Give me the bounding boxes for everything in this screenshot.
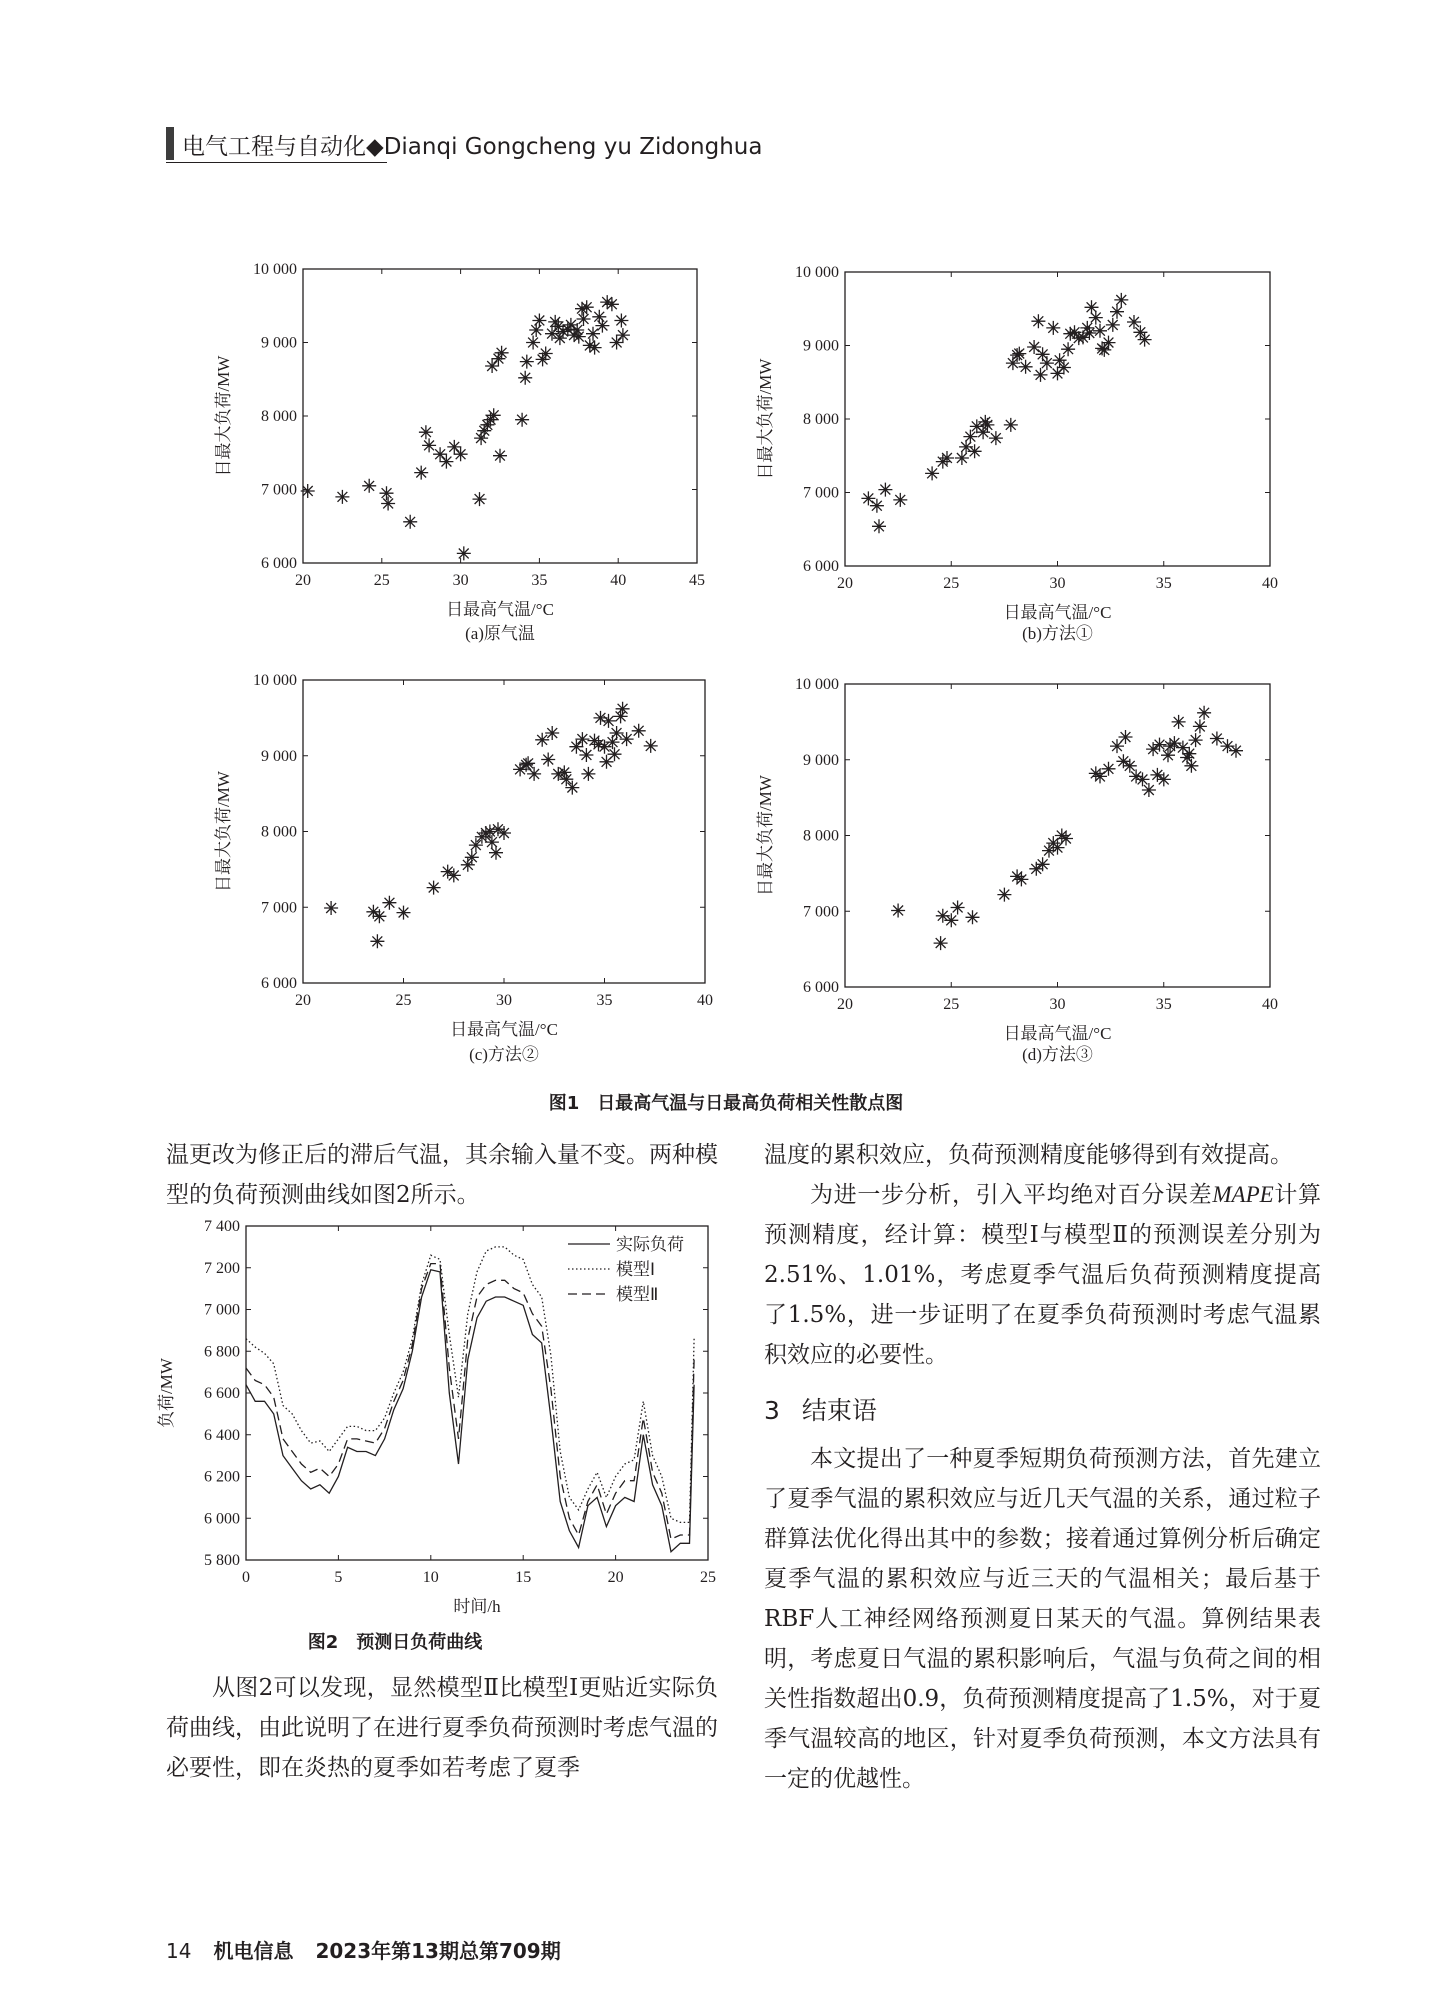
scatter-point bbox=[454, 447, 468, 461]
x-tick-label: 20 bbox=[837, 575, 853, 592]
x-tick-label: 0 bbox=[242, 1569, 250, 1586]
x-axis-label: 日最高气温/°C bbox=[1003, 603, 1112, 622]
x-tick-label: 25 bbox=[943, 996, 960, 1013]
y-tick-label: 7 000 bbox=[261, 481, 297, 499]
y-tick-label: 6 000 bbox=[803, 558, 839, 575]
x-tick-label: 30 bbox=[1049, 575, 1066, 592]
scatter-point bbox=[966, 910, 980, 924]
legend-label: 模型Ⅰ bbox=[616, 1260, 656, 1279]
scatter-point bbox=[414, 466, 428, 480]
y-tick-label: 7 400 bbox=[204, 1218, 240, 1235]
scatter-point bbox=[951, 901, 965, 915]
page-footer bbox=[166, 1935, 561, 1964]
paragraph-text: 为进一步分析，引入平均绝对百分误差 bbox=[810, 1182, 1213, 1208]
panel-caption: (c)方法② bbox=[469, 1045, 539, 1064]
scatter-point bbox=[1036, 857, 1050, 871]
x-tick-label: 30 bbox=[452, 572, 469, 589]
scatter-point bbox=[989, 431, 1003, 445]
scatter-point bbox=[955, 451, 969, 465]
scatter-point bbox=[381, 497, 395, 511]
scatter-point bbox=[535, 733, 549, 747]
scatter-point bbox=[489, 846, 503, 860]
scatter-point bbox=[335, 490, 349, 504]
x-tick-label: 30 bbox=[496, 992, 512, 1009]
scatter-point bbox=[1138, 333, 1152, 347]
paragraph bbox=[764, 1175, 1321, 1375]
scatter-point bbox=[1106, 318, 1120, 332]
x-tick-label: 45 bbox=[689, 572, 705, 589]
scatter-point bbox=[1097, 343, 1111, 357]
mape-term: MAPE bbox=[1212, 1182, 1274, 1207]
y-tick-label: 10 000 bbox=[253, 672, 297, 689]
x-tick-label: 10 bbox=[422, 1569, 439, 1586]
scatter-point bbox=[581, 767, 595, 781]
y-tick-label: 6 400 bbox=[204, 1426, 240, 1444]
scatter-point bbox=[980, 418, 994, 432]
figure1-caption: 图1 日最高气温与日最高负荷相关性散点图 bbox=[548, 1093, 904, 1114]
section-title: 结束语 bbox=[801, 1396, 877, 1425]
panel-caption: (b)方法① bbox=[1022, 624, 1093, 643]
y-tick-label: 6 000 bbox=[261, 555, 297, 572]
left-column-bottom bbox=[166, 1668, 718, 1788]
scatter-point bbox=[495, 346, 509, 360]
scatter-point bbox=[1061, 342, 1075, 356]
scatter-point bbox=[588, 341, 602, 355]
y-tick-label: 5 800 bbox=[204, 1552, 240, 1569]
scatter-point bbox=[605, 297, 619, 311]
scatter-point bbox=[944, 913, 958, 927]
y-tick-label: 6 800 bbox=[204, 1343, 240, 1361]
scatter-point bbox=[1210, 732, 1224, 746]
scatter-point bbox=[878, 483, 892, 497]
y-axis-label: 日最大负荷/MW bbox=[756, 358, 775, 480]
scatter-point bbox=[1161, 748, 1175, 762]
panel-caption: (d)方法③ bbox=[1022, 1045, 1093, 1064]
scatter-point bbox=[1189, 733, 1203, 747]
scatter-point bbox=[1089, 766, 1103, 780]
scatter-point bbox=[526, 336, 540, 350]
scatter-point bbox=[595, 319, 609, 333]
y-axis-label: 日最大负荷/MW bbox=[214, 355, 233, 477]
scatter-point bbox=[397, 906, 411, 920]
scatter-point bbox=[602, 714, 616, 728]
y-tick-label: 9 000 bbox=[803, 751, 839, 769]
scatter-point bbox=[620, 732, 634, 746]
y-axis-label: 日最大负荷/MW bbox=[214, 771, 233, 892]
scatter-point bbox=[1127, 315, 1141, 329]
scatter-point bbox=[1014, 872, 1028, 886]
y-axis-label: 日最大负荷/MW bbox=[756, 775, 775, 896]
x-tick-label: 20 bbox=[607, 1569, 624, 1586]
x-tick-label: 30 bbox=[1049, 996, 1066, 1013]
scatter-point bbox=[473, 492, 487, 506]
section-heading bbox=[764, 1391, 1321, 1431]
scatter-point bbox=[616, 702, 630, 716]
y-tick-label: 7 000 bbox=[204, 1301, 240, 1319]
y-axis-label: 负荷/MW bbox=[157, 1358, 176, 1428]
scatter-point bbox=[532, 314, 546, 328]
scatter-point bbox=[497, 826, 511, 840]
scatter-point bbox=[527, 767, 541, 781]
y-tick-label: 8 000 bbox=[803, 827, 839, 845]
scatter-point bbox=[1093, 769, 1107, 783]
x-tick-label: 35 bbox=[1155, 996, 1172, 1013]
scatter-point bbox=[1142, 783, 1156, 797]
scatter-point bbox=[1012, 347, 1026, 361]
x-axis-label: 日最高气温/°C bbox=[450, 1020, 558, 1039]
x-tick-label: 40 bbox=[697, 992, 713, 1009]
y-tick-label: 7 000 bbox=[803, 903, 839, 921]
scatter-point bbox=[419, 425, 433, 439]
scatter-point bbox=[382, 896, 396, 910]
scatter-point bbox=[940, 451, 954, 465]
scatter-point bbox=[493, 449, 507, 463]
scatter-point bbox=[447, 868, 461, 882]
scatter-point bbox=[963, 430, 977, 444]
scatter-point bbox=[1093, 324, 1107, 338]
footer-issue: 2023年第13期总第709期 bbox=[315, 1939, 561, 1963]
scatter-point bbox=[997, 888, 1011, 902]
scatter-point bbox=[1055, 829, 1069, 843]
scatter-point bbox=[515, 413, 529, 427]
scatter-point bbox=[870, 499, 884, 513]
scatter-point bbox=[1136, 772, 1150, 786]
scatter-point bbox=[1034, 368, 1048, 382]
scatter-point bbox=[614, 314, 628, 328]
x-tick-label: 40 bbox=[1262, 575, 1278, 592]
scatter-point bbox=[893, 493, 907, 507]
scatter-point bbox=[1197, 706, 1211, 720]
scatter-point bbox=[1031, 314, 1045, 328]
y-tick-label: 6 000 bbox=[803, 979, 839, 996]
paragraph: 温更改为修正后的滞后气温，其余输入量不变。两种模型的负荷预测曲线如图2所示。 bbox=[166, 1142, 718, 1208]
scatter-point bbox=[545, 726, 559, 740]
x-tick-label: 35 bbox=[596, 992, 613, 1009]
y-tick-label: 9 000 bbox=[261, 747, 297, 765]
scatter-point bbox=[301, 484, 315, 498]
x-tick-label: 35 bbox=[531, 572, 548, 589]
y-tick-label: 8 000 bbox=[261, 408, 297, 425]
paragraph: 从图2可以发现，显然模型Ⅱ比模型Ⅰ更贴近实际负荷曲线，由此说明了在进行夏季负荷预测时考虑气温的必要性，即在炎热的夏季如若考虑了夏季 bbox=[166, 1675, 718, 1781]
scatter-point bbox=[403, 515, 417, 529]
scatter-point bbox=[1133, 325, 1147, 339]
right-column bbox=[764, 1135, 1321, 1799]
x-tick-label: 25 bbox=[943, 575, 960, 592]
plot-frame bbox=[845, 272, 1270, 566]
journal-pinyin: Dianqi Gongcheng yu Zidonghua bbox=[383, 134, 763, 160]
scatter-point bbox=[461, 858, 475, 872]
scatter-point bbox=[1004, 418, 1018, 432]
scatter-point bbox=[1182, 747, 1196, 761]
legend-label: 实际负荷 bbox=[616, 1235, 684, 1254]
x-tick-label: 25 bbox=[373, 572, 390, 589]
scatter-point bbox=[539, 347, 553, 361]
paragraph: 本文提出了一种夏季短期负荷预测方法，首先建立了夏季气温的累积效应与近几天气温的关系，通过粒子群算法优化得出其中的参数；接着通过算例分析后确定夏季气温的累积效应与近三天的气温相关；最后基于RBF人工神经网络预测夏日某天的气温。算例结果表明，考虑夏日气温的累积影响后，气温与负荷之间的相关性指数超出0.9，负荷预测精度提高了1.5%，对于夏季气温较高的地区，针对夏季负荷预测，本文方法具有一定的优越性。 bbox=[764, 1446, 1321, 1792]
x-tick-label: 25 bbox=[700, 1569, 716, 1586]
scatter-point bbox=[521, 756, 535, 770]
scatter-point bbox=[557, 765, 571, 779]
y-tick-label: 10 000 bbox=[795, 264, 839, 281]
scatter-point bbox=[925, 466, 939, 480]
scatter-point bbox=[1116, 754, 1130, 768]
x-tick-label: 20 bbox=[295, 992, 311, 1009]
scatter-point bbox=[1082, 326, 1096, 340]
scatter-point bbox=[569, 740, 583, 754]
scatter-point bbox=[644, 739, 658, 753]
scatter-point bbox=[1019, 360, 1033, 374]
scatter-point bbox=[1006, 356, 1020, 370]
x-tick-label: 35 bbox=[1155, 575, 1172, 592]
scatter-point bbox=[577, 312, 591, 326]
scatter-point bbox=[1229, 744, 1243, 758]
scatter-chart bbox=[756, 264, 1278, 643]
x-tick-label: 25 bbox=[395, 992, 412, 1009]
x-tick-label: 20 bbox=[837, 996, 853, 1013]
scatter-point bbox=[439, 455, 453, 469]
scatter-point bbox=[1027, 340, 1041, 354]
section-number: 3 bbox=[764, 1396, 780, 1425]
scatter-point bbox=[861, 491, 875, 505]
scatter-chart bbox=[214, 672, 713, 1064]
journal-name: 电气工程与自动化 bbox=[182, 134, 366, 160]
scatter-point bbox=[427, 881, 441, 895]
x-tick-label: 20 bbox=[295, 572, 311, 589]
scatter-point bbox=[565, 781, 579, 795]
paragraph-text: 计算预测精度，经计算：模型Ⅰ与模型Ⅱ的预测误差分别为2.51%、1.01%，考虑夏季气温后负荷预测精度提高了1.5%，进一步证明了在夏季负荷预测时考虑气温累积效应的必要性。 bbox=[764, 1182, 1322, 1368]
scatter-point bbox=[1119, 730, 1133, 744]
y-tick-label: 10 000 bbox=[795, 676, 839, 693]
scatter-point bbox=[372, 909, 386, 923]
x-tick-label: 5 bbox=[334, 1569, 343, 1586]
scatter-point bbox=[529, 323, 543, 337]
scatter-point bbox=[1102, 336, 1116, 350]
scatter-point bbox=[1193, 719, 1207, 733]
scatter-point bbox=[1172, 715, 1186, 729]
footer-journal: 机电信息 bbox=[213, 1939, 294, 1963]
scatter-point bbox=[1153, 738, 1167, 752]
scatter-point bbox=[362, 479, 376, 493]
scatter-point bbox=[575, 732, 589, 746]
scatter-point bbox=[469, 838, 483, 852]
x-tick-label: 40 bbox=[1262, 996, 1278, 1013]
scatter-point bbox=[518, 371, 532, 385]
y-tick-label: 7 000 bbox=[803, 484, 839, 502]
x-axis-label: 日最高气温/°C bbox=[446, 600, 554, 619]
scatter-point bbox=[1102, 762, 1116, 776]
x-axis-label: 日最高气温/°C bbox=[1003, 1024, 1112, 1043]
y-tick-label: 6 000 bbox=[204, 1510, 240, 1528]
scatter-point bbox=[579, 748, 593, 762]
scatter-point bbox=[541, 753, 555, 767]
scatter-point bbox=[934, 936, 948, 950]
paragraph: 温度的累积效应，负荷预测精度能够得到有效提高。 bbox=[764, 1142, 1293, 1168]
y-tick-label: 6 600 bbox=[204, 1385, 240, 1402]
scatter-point bbox=[324, 901, 338, 915]
y-tick-label: 7 200 bbox=[204, 1259, 240, 1277]
scatter-point bbox=[586, 327, 600, 341]
figure2-caption: 图2 预测日负荷曲线 bbox=[307, 1632, 483, 1653]
y-tick-label: 8 000 bbox=[261, 823, 297, 841]
y-tick-label: 8 000 bbox=[803, 411, 839, 428]
scatter-point bbox=[1040, 356, 1054, 370]
scatter-point bbox=[1057, 361, 1071, 375]
scatter-point bbox=[616, 328, 630, 342]
scatter-chart bbox=[756, 676, 1278, 1064]
scatter-point bbox=[380, 486, 394, 500]
scatter-point bbox=[1089, 311, 1103, 325]
scatter-point bbox=[610, 726, 624, 740]
scatter-point bbox=[610, 336, 624, 350]
scatter-point bbox=[1114, 293, 1128, 307]
scatter-point bbox=[1184, 759, 1198, 773]
scatter-chart bbox=[214, 261, 705, 643]
scatter-point bbox=[485, 359, 499, 373]
scatter-point bbox=[433, 447, 447, 461]
y-tick-label: 6 200 bbox=[204, 1468, 240, 1486]
scatter-point bbox=[447, 440, 461, 454]
scatter-point bbox=[422, 438, 436, 452]
left-column-top bbox=[166, 1135, 718, 1215]
scatter-point bbox=[891, 904, 905, 918]
scatter-point bbox=[575, 302, 589, 316]
y-tick-label: 10 000 bbox=[253, 261, 297, 278]
y-tick-label: 9 000 bbox=[803, 337, 839, 355]
scatter-point bbox=[487, 408, 501, 422]
scatter-point bbox=[632, 724, 646, 738]
x-axis-label: 时间/h bbox=[453, 1597, 501, 1616]
scatter-point bbox=[1059, 832, 1073, 846]
panel-caption: (a)原气温 bbox=[465, 624, 535, 643]
scatter-point bbox=[370, 934, 384, 948]
header-separator: ◆ bbox=[366, 134, 384, 160]
x-tick-label: 40 bbox=[610, 572, 627, 589]
scatter-point bbox=[465, 850, 479, 864]
y-tick-label: 6 000 bbox=[261, 975, 297, 992]
scatter-point bbox=[1046, 321, 1060, 335]
scatter-point bbox=[520, 355, 534, 369]
scatter-point bbox=[600, 755, 614, 769]
legend-label: 模型Ⅱ bbox=[616, 1285, 659, 1304]
series-line bbox=[246, 1270, 694, 1552]
x-tick-label: 15 bbox=[515, 1569, 532, 1586]
plot-frame bbox=[303, 269, 697, 563]
scatter-point bbox=[457, 546, 471, 560]
line-chart bbox=[157, 1218, 716, 1616]
scatter-point bbox=[872, 519, 886, 533]
y-tick-label: 7 000 bbox=[261, 899, 297, 917]
scatter-point bbox=[592, 737, 606, 751]
y-tick-label: 9 000 bbox=[261, 334, 297, 352]
page-number: 14 bbox=[166, 1939, 192, 1963]
